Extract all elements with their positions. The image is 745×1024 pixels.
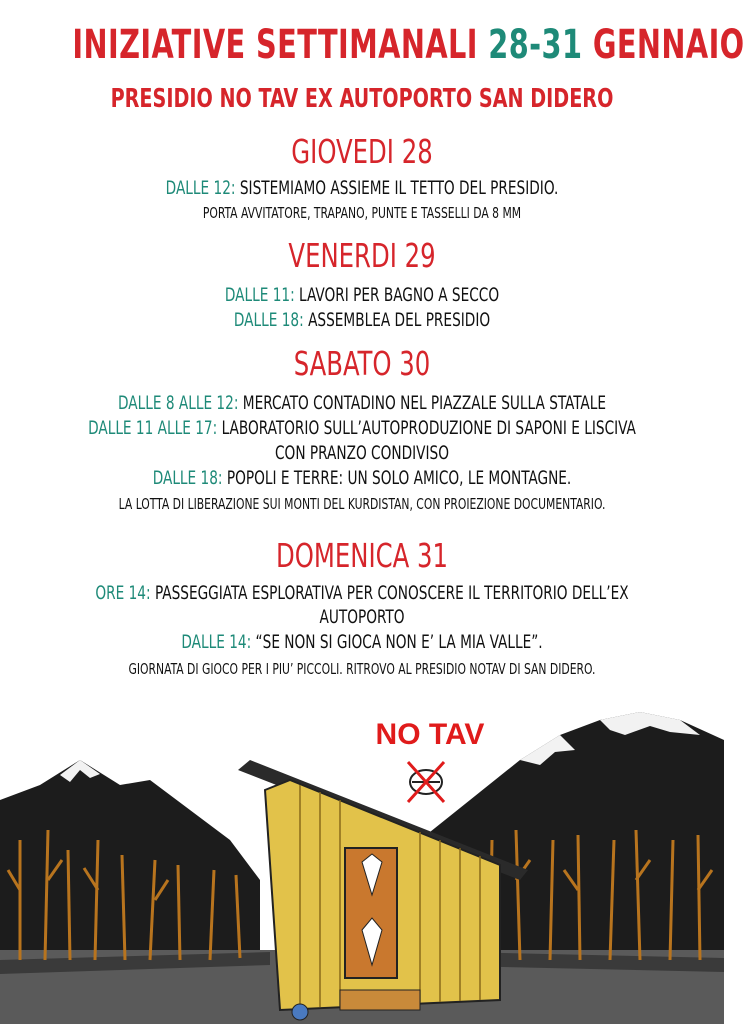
time-label: DALLE 11: (224, 284, 295, 306)
wood-pile (340, 990, 420, 1010)
item-text: ASSEMBLEA DEL PRESIDIO (308, 309, 491, 331)
item-text: PASSEGGIATA ESPLORATIVA PER CONOSCERE IL TERRITORIO DELL’EX (154, 582, 629, 604)
schedule-item (72, 467, 651, 489)
poster-title (72, 22, 745, 68)
time-label: DALLE 12: (165, 177, 236, 199)
no-tav-train-icon (408, 762, 444, 802)
item-text: “SE NON SI GIOCA NON E’ LA MIA VALLE”. (255, 631, 543, 653)
time-label: ORE 14: (95, 582, 151, 604)
item-text: LAVORI PER BAGNO A SECCO (299, 284, 500, 306)
schedule-item (72, 177, 651, 199)
no-tav-sign: NO TAV (375, 718, 485, 751)
schedule-item (72, 417, 651, 439)
item-text: LABORATORIO SULL’AUTOPRODUZIONE DI SAPONI E LISCIVA (221, 417, 636, 439)
item-note: PORTA AVVITATORE, TRAPANO, PUNTE E TASSELLI DA 8 MM (202, 204, 522, 222)
item-note: GIORNATA DI GIOCO PER I PIU’ PICCOLI. RITROVO AL PRESIDIO NOTAV DI SAN DIDERO. (128, 660, 596, 678)
title-part1: INIZIATIVE SETTIMANALI (72, 22, 478, 68)
schedule-item (72, 582, 651, 604)
item-text: POPOLI E TERRE: UN SOLO AMICO, LE MONTAGNE. (226, 467, 572, 489)
item-text: MERCATO CONTADINO NEL PIAZZALE SULLA STATALE (242, 392, 607, 414)
item-text-continued: AUTOPORTO (319, 606, 405, 628)
day-title-friday: VENERDI 29 (288, 236, 436, 275)
title-dates: 28-31 (488, 22, 583, 68)
item-text: SISTEMIAMO ASSIEME IL TETTO DEL PRESIDIO. (239, 177, 559, 199)
time-label: DALLE 18: (233, 309, 304, 331)
time-label: DALLE 8 ALLE 12: (118, 392, 239, 414)
time-label: DALLE 14: (181, 631, 252, 653)
day-title-thursday: GIOVEDI 28 (291, 132, 433, 171)
day-title-sunday: DOMENICA 31 (275, 536, 449, 575)
title-part2: GENNAIO (592, 22, 745, 68)
day-title-saturday: SABATO 30 (293, 344, 431, 383)
bucket (292, 1004, 308, 1020)
item-note: LA LOTTA DI LIBERAZIONE SUI MONTI DEL KURDISTAN, CON PROIEZIONE DOCUMENTARIO. (118, 495, 606, 513)
schedule-item (72, 392, 651, 414)
time-label: DALLE 11 ALLE 17: (88, 417, 218, 439)
schedule-item (72, 309, 651, 331)
schedule-item (72, 631, 651, 653)
item-text-continued: CON PRANZO CONDIVISO (275, 442, 449, 464)
poster-subtitle: PRESIDIO NO TAV EX AUTOPORTO SAN DIDERO (110, 84, 614, 114)
time-label: DALLE 18: (152, 467, 223, 489)
schedule-item (72, 284, 651, 306)
